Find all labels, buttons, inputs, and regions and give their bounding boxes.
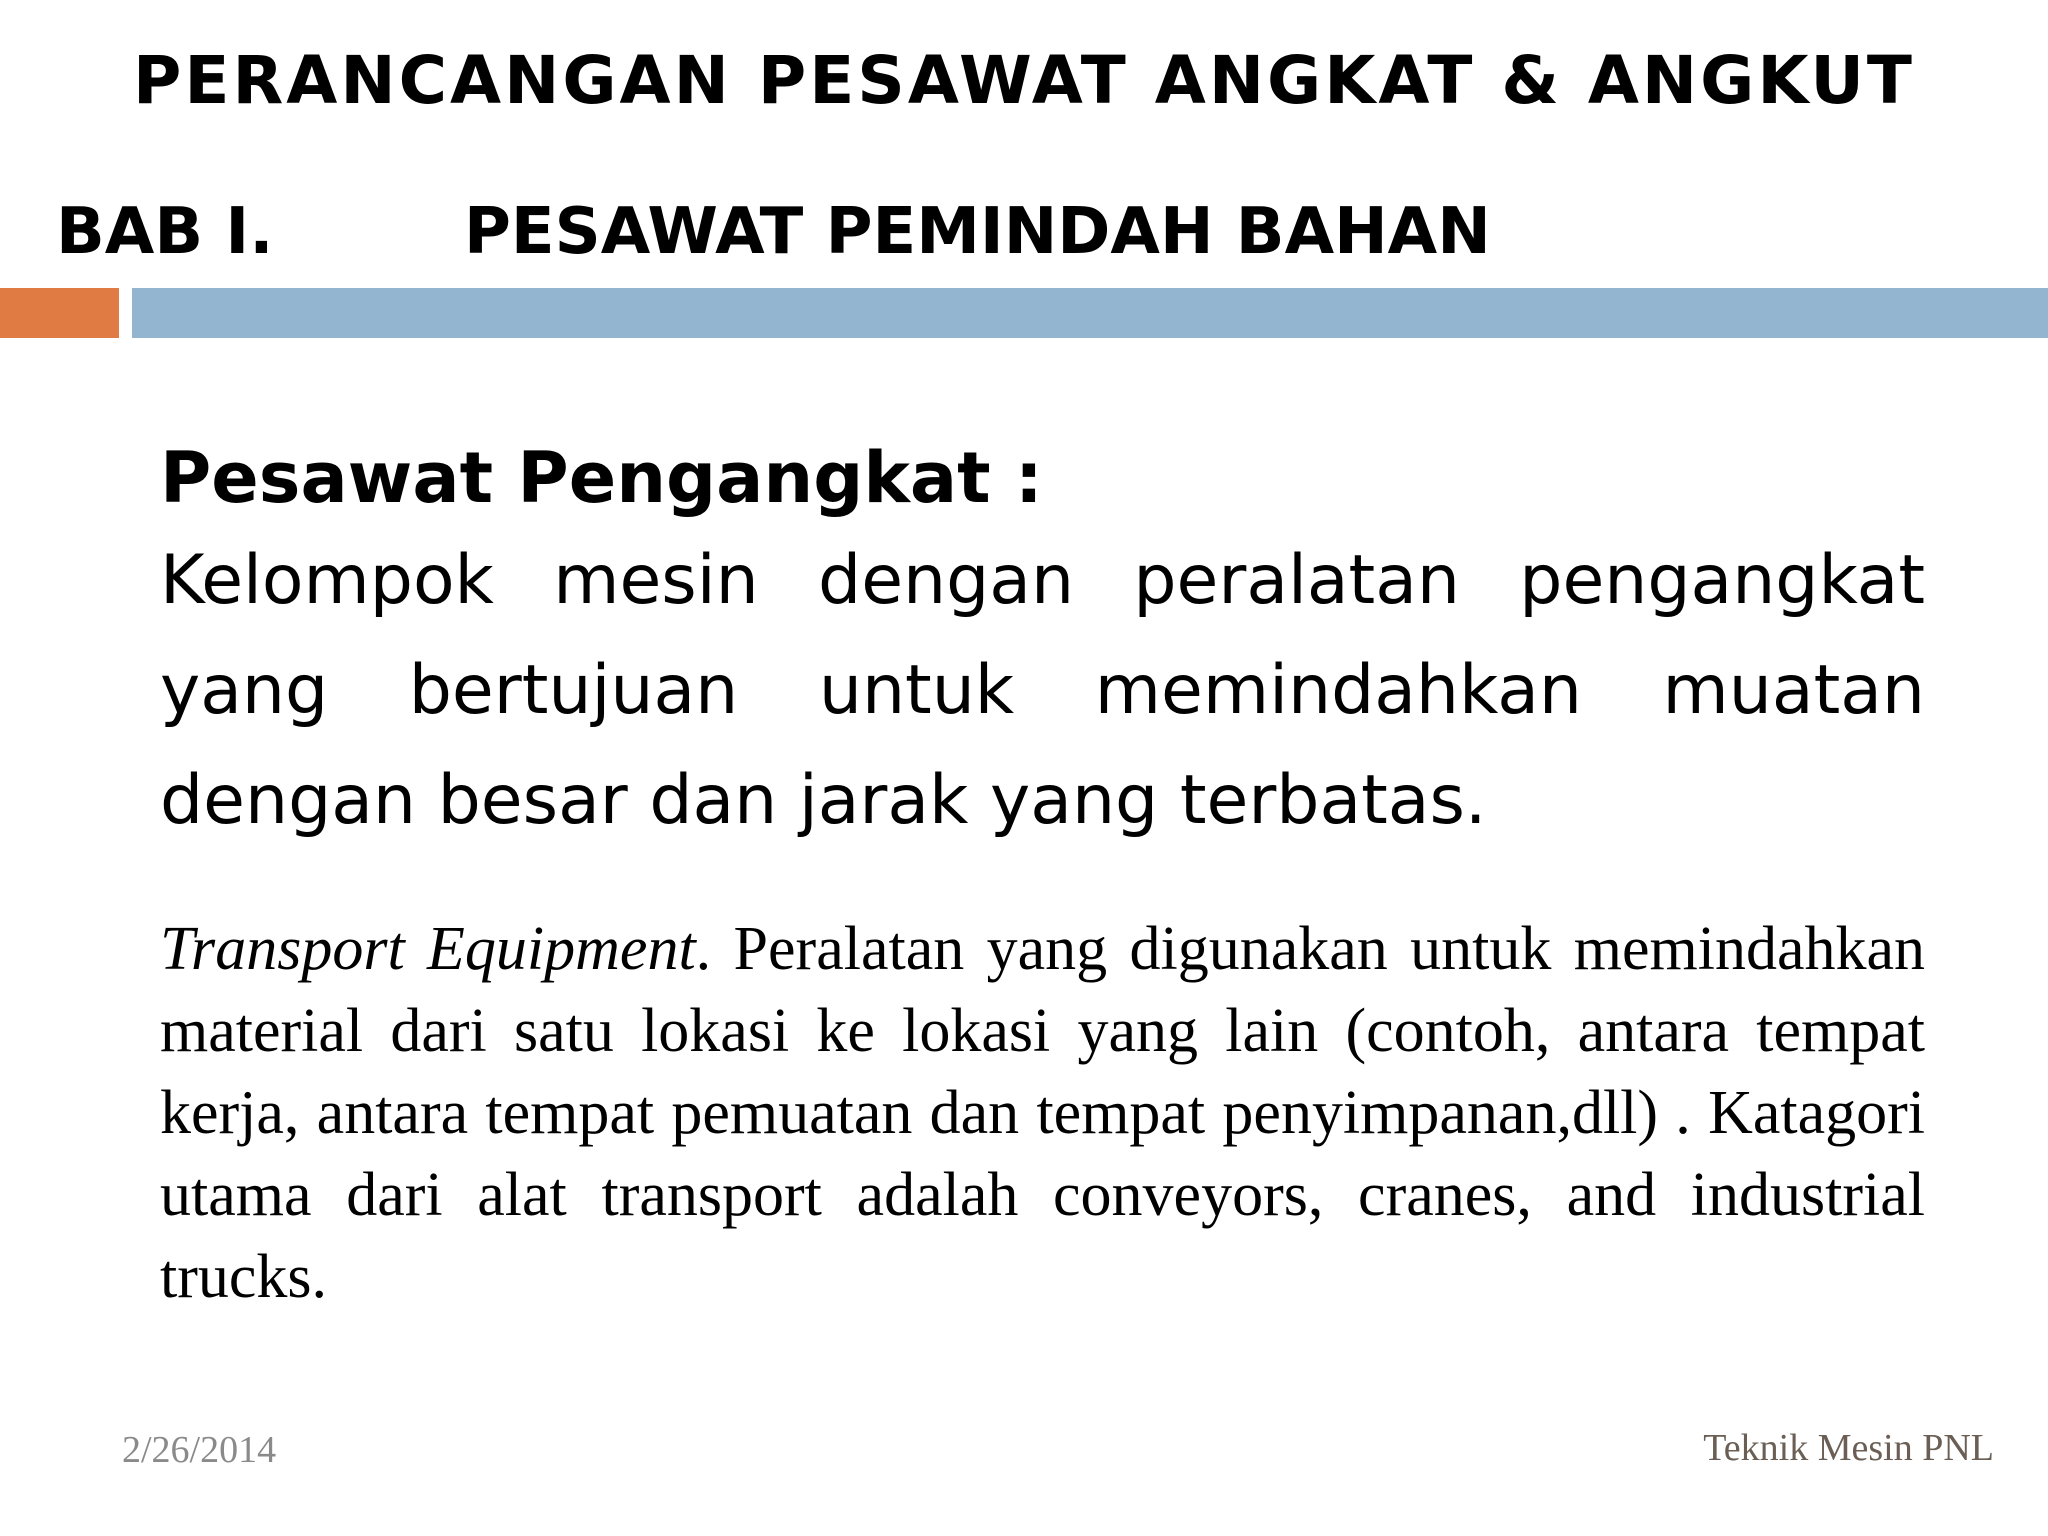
term-definition: Kelompok mesin dengan peralatan pengangkat yang bertujuan untuk memindahkan muatan dengan besar dan jarak yang terbatas. — [160, 541, 1925, 840]
accent-bar — [0, 288, 119, 338]
term-heading: Pesawat Pengangkat : — [160, 437, 1043, 519]
header-divider-bar — [132, 288, 2048, 338]
chapter-label: BAB I. — [56, 195, 274, 269]
slide-title: PERANCANGAN PESAWAT ANGKAT & ANGKUT — [133, 42, 1915, 119]
chapter-name: PESAWAT PEMINDAH BAHAN — [464, 195, 1491, 269]
transport-separator: . — [695, 915, 712, 983]
transport-term: Transport Equipment — [160, 915, 696, 983]
transport-equipment-paragraph — [160, 908, 1925, 1318]
slide-content — [160, 430, 1925, 1318]
footer-date: 2/26/2014 — [122, 1429, 277, 1471]
footer-organization: Teknik Mesin PNL — [1703, 1427, 1994, 1469]
transport-text: Peralatan yang digunakan untuk memindahkan material dari satu lokasi ke lokasi yang lain (contoh, antara tempat kerja, antara tempat pemuatan dan tempat penyimpanan,dll) . Katagori utama dari alat transport adalah conveyors, cranes, and industrial trucks. — [160, 915, 1925, 1311]
